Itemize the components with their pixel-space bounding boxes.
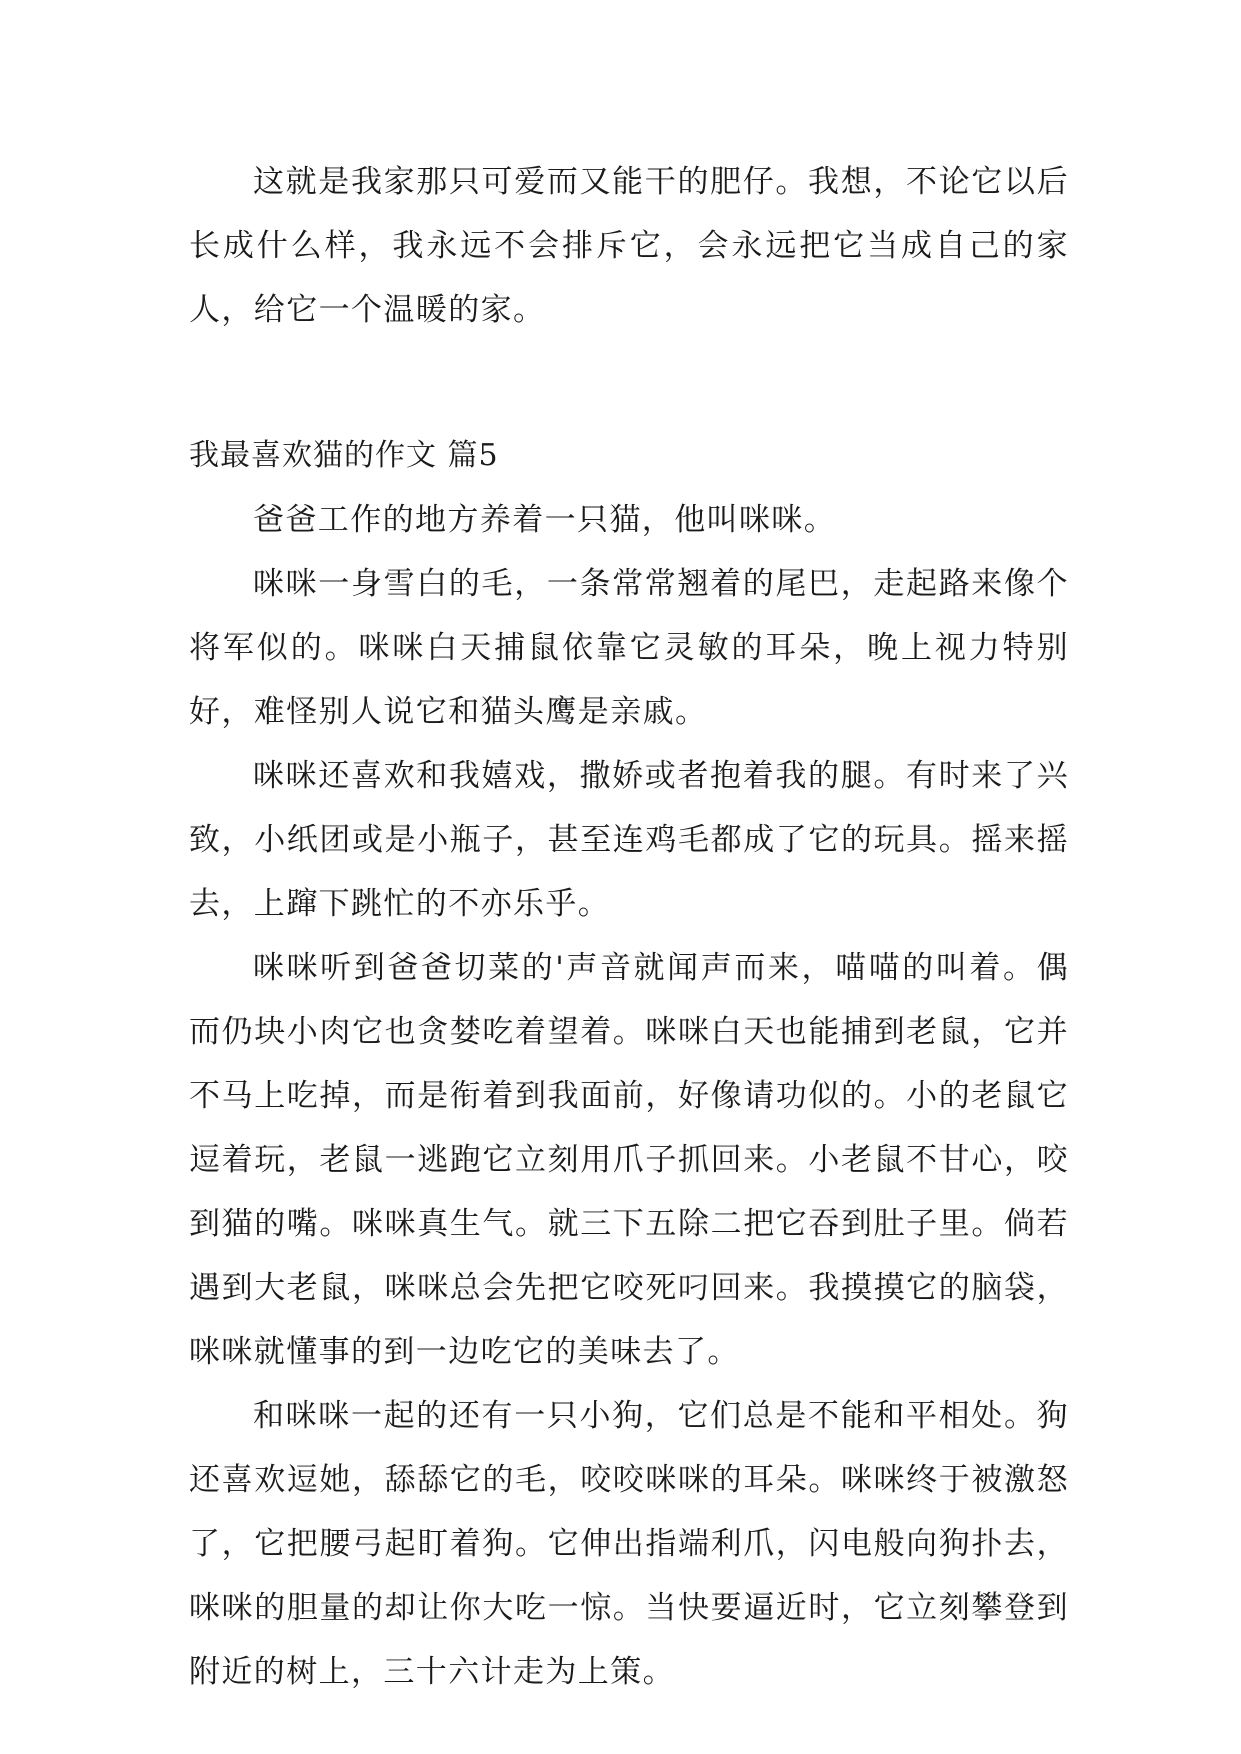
section-heading: 我最喜欢猫的作文 篇5: [189, 438, 499, 473]
body-paragraph: 和咪咪一起的还有一只小狗，它们总是不能和平相处。狗还喜欢逗她，舔舔它的毛，咬咬咪咪的耳朵。咪咪终于被激怒了，它把腰弓起盯着狗。它伸出指端利爪，闪电般向狗扑去，咪咪的胆量的却让你大吃一惊。当快要逼近时，它立刻攀登到附近的树上，三十六计走为上策。: [189, 1398, 1069, 1690]
body-paragraph: 咪咪听到爸爸切菜的'声音就闻声而来，喵喵的叫着。偶而仍块小肉它也贪婪吃着望着。咪咪白天也能捕到老鼠，它并不马上吃掉，而是衔着到我面前，好像请功似的。小的老鼠它逗着玩，老鼠一逃跑它立刻用爪子抓回来。小老鼠不甘心，咬到猫的嘴。咪咪真生气。就三下五除二把它吞到肚子里。倘若遇到大老鼠，咪咪总会先把它咬死叼回来。我摸摸它的脑袋，咪咪就懂事的到一边吃它的美味去了。: [189, 950, 1069, 1370]
body-paragraph: 咪咪还喜欢和我嬉戏，撒娇或者抱着我的腿。有时来了兴致，小纸团或是小瓶子，甚至连鸡毛都成了它的玩具。摇来摇去，上蹿下跳忙的不亦乐乎。: [189, 758, 1069, 922]
body-paragraph: 咪咪一身雪白的毛，一条常常翘着的尾巴，走起路来像个将军似的。咪咪白天捕鼠依靠它灵敏的耳朵，晚上视力特别好，难怪别人说它和猫头鹰是亲戚。: [189, 566, 1069, 730]
body-paragraph: 爸爸工作的地方养着一只猫，他叫咪咪。: [253, 502, 837, 538]
document-page: [189, 150, 1069, 1704]
intro-paragraph: 这就是我家那只可爱而又能干的肥仔。我想，不论它以后长成什么样，我永远不会排斥它，会永远把它当成自己的家人，给它一个温暖的家。: [189, 164, 1069, 328]
